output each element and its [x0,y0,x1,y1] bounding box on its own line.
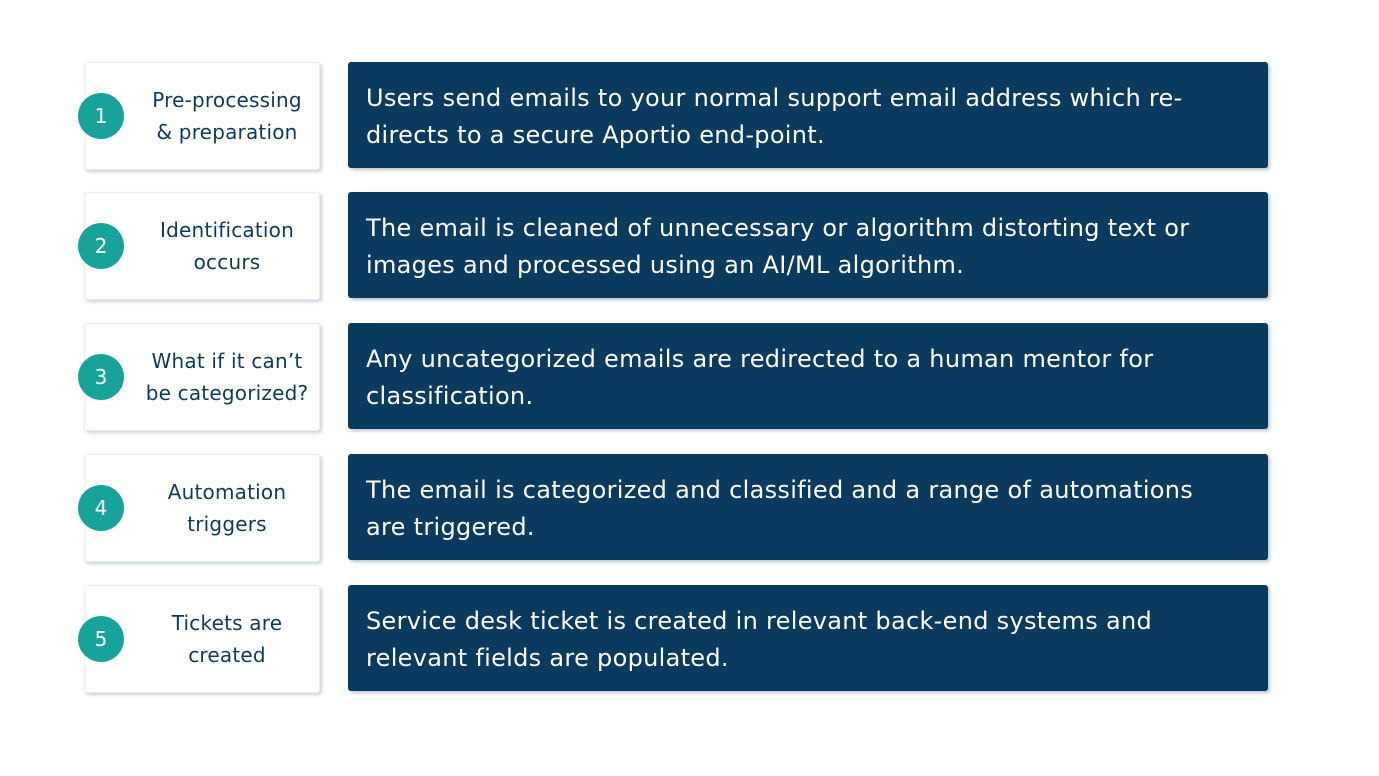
step-label [137,193,317,299]
step-description-line: directs to a secure Aportio end-point. [366,121,825,149]
step-label-line: Tickets are [171,611,283,635]
step-number-badge: 5 [78,616,124,662]
step-3 [78,323,1270,431]
step-2 [78,192,1270,300]
step-description-line: Service desk ticket is created in relevant back-end systems and [366,607,1153,635]
step-number-badge: 2 [78,223,124,269]
step-description-line: The email is categorized and classified and a range of automations [366,476,1194,504]
step-label-line: created [188,643,266,667]
step-description-box [348,454,1268,560]
step-label-line: Automation [167,480,287,504]
step-description-line: Users send emails to your normal support email address which re- [366,84,1183,112]
step-1 [78,62,1270,170]
step-number-badge: 3 [78,354,124,400]
step-number-badge: 4 [78,485,124,531]
step-label-line: be categorized? [145,381,309,405]
step-5 [78,585,1270,693]
step-label-line: triggers [187,512,267,536]
step-label-line: & preparation [156,120,298,144]
step-label-line: Pre-processing [152,88,302,112]
step-description-line: images and processed using an AI/ML algorithm. [366,251,965,279]
step-4 [78,454,1270,562]
step-number-badge: 1 [78,93,124,139]
step-description-line: relevant fields are populated. [366,644,729,672]
step-label [137,63,317,169]
step-description-line: The email is cleaned of unnecessary or algorithm distorting text or [366,214,1190,242]
step-description-line: classification. [366,382,534,410]
step-description-box [348,323,1268,429]
step-label [137,324,317,430]
step-label-line: occurs [193,250,261,274]
step-description-box [348,585,1268,691]
step-label [137,455,317,561]
step-label-line: Identification [160,218,294,242]
step-description-line: are triggered. [366,513,535,541]
step-label [137,586,317,692]
step-description-box [348,62,1268,168]
step-label-line: What if it can’t [151,349,303,373]
step-description-line: Any uncategorized emails are redirected to a human mentor for [366,345,1154,373]
step-description-box [348,192,1268,298]
